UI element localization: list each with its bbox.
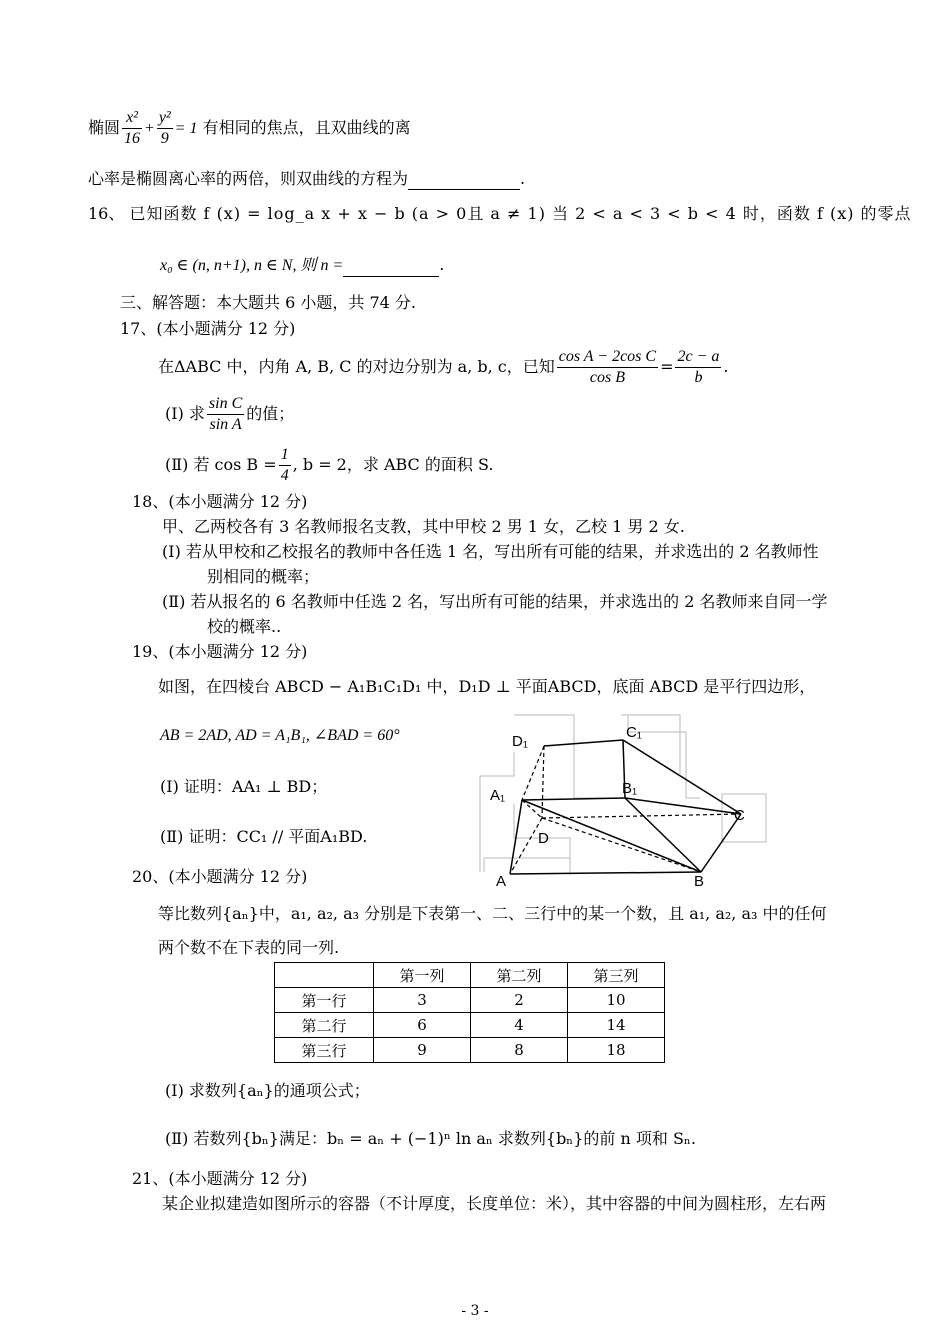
table-cell: 2 (471, 988, 568, 1013)
label-C1: C₁ (626, 724, 642, 741)
p17-stem-text: 在ΔABC 中，内角 A, B, C 的对边分别为 a, b, c，已知 (158, 357, 555, 376)
p15-text-b: 有相同的焦点，且双曲线的离 (202, 118, 411, 137)
table-cell: 8 (471, 1038, 568, 1063)
p15-line1: 椭圆 $\frac{\text{x²}}{16}$ + $\frac{\text{y²}}{9}$ = 1 有相同的焦点，且双曲线的离 (88, 109, 411, 147)
edge-D1C1 (544, 740, 623, 746)
p15-eq: = 1 (174, 120, 198, 137)
label-B: B (694, 873, 705, 887)
p18-stem: 甲、乙两校各有 3 名教师报名支教，其中甲校 2 男 1 女，乙校 1 男 2 女. (162, 517, 685, 536)
p16-stem: 已知函数 f (x) = log_a x + x − b (a > 0且 a ≠ 1) 当 2 < a < 3 < b < 4 时，函数 f (x) 的零点 (129, 204, 912, 223)
p17-q1-text: (Ⅰ) 求 (165, 404, 205, 423)
table-cell: 9 (374, 1038, 471, 1063)
label-A: A (496, 873, 507, 887)
frustum-edges (510, 740, 741, 874)
p15-period: . (520, 169, 526, 188)
p15-text-c: 心率是椭圆离心率的两倍，则双曲线的方程为 (88, 169, 409, 188)
table-header-row (275, 963, 665, 988)
table-header-cell: 第一列 (374, 963, 471, 988)
label-D1: D₁ (512, 733, 528, 750)
p17-q2-text: (Ⅱ) 若 cos B = (165, 455, 277, 474)
p16-answer-blank (343, 258, 439, 277)
p15-frac-x: $\frac{\text{x²}}{16}$ (124, 109, 141, 147)
edge-A1B (522, 800, 701, 872)
p20-q2: (Ⅱ) 若数列{bₙ}满足：bₙ = aₙ + (−1)ⁿ ln aₙ 求数列{bₙ}的前 n 项和 Sₙ. (165, 1129, 696, 1148)
section-heading: 三、解答题：本大题共 6 小题，共 74 分. (120, 293, 416, 312)
p17-period: . (723, 357, 729, 376)
edge-DB (542, 818, 701, 872)
p17-eq: = (660, 357, 674, 376)
label-D: D (538, 830, 549, 847)
p16-number: 16、 (88, 204, 125, 223)
frustum-figure (478, 712, 770, 887)
p20-q1: (Ⅰ) 求数列{aₙ}的通项公式； (165, 1081, 370, 1100)
table-cell: 6 (374, 1013, 471, 1038)
p21-stem: 某企业拟建造如图所示的容器（不计厚度，长度单位：米），其中容器的中间为圆柱形，左右两 (162, 1194, 827, 1213)
p17-q1-frac: $\frac{\text{sin C}}{\text{sin A}}$ (208, 395, 243, 433)
table-cell: 第一行 (275, 988, 374, 1013)
p20-heading: 20、(本小题满分 12 分) (132, 867, 308, 886)
p16-line2 (160, 254, 444, 277)
p19-q2: (Ⅱ) 证明：CC₁ // 平面A₁BD. (160, 827, 368, 846)
edge-D1A1 (522, 746, 544, 800)
edge-B1B (625, 798, 701, 872)
p18-q1-line2: 别相同的概率； (207, 567, 320, 586)
table-header-cell: 第二列 (471, 963, 568, 988)
table-cell: 第三行 (275, 1038, 374, 1063)
p17-stem (158, 343, 728, 391)
p20-stem-line1: 等比数列{aₙ}中，a₁, a₂, a₃ 分别是下表第一、二、三行中的某一个数，且 a₁, a₂, a₃ 中的任何 (158, 904, 827, 923)
table-row (275, 988, 665, 1013)
table-header-cell (275, 963, 374, 988)
table-cell: 4 (471, 1013, 568, 1038)
p17-q1-end: 的值； (246, 404, 295, 423)
table-cell: 10 (568, 988, 665, 1013)
p16-condition: x₀ ∈ (n, n+1), n ∈ N, 则 n = (160, 257, 344, 274)
page-number: - 3 - (461, 1303, 489, 1319)
table-row (275, 1038, 665, 1063)
label-B1: B₁ (622, 780, 638, 797)
table-cell: 第二行 (275, 1013, 374, 1038)
p19-heading: 19、(本小题满分 12 分) (132, 642, 308, 661)
p17-q2-end: , b = 2，求 ABC 的面积 S. (292, 455, 494, 474)
edge-B1C (625, 798, 741, 814)
p17-q2-frac: $\frac{1}{4}$ (280, 446, 289, 484)
p18-q1-line1: (Ⅰ) 若从甲校和乙校报名的教师中各任选 1 名，写出所有可能的结果，并求选出的 2 名教师性 (162, 542, 819, 561)
p15-line2 (88, 168, 525, 190)
edge-AB (510, 872, 701, 874)
label-A1: A₁ (490, 787, 506, 804)
edge-A1B1 (522, 798, 625, 800)
p18-q2-line1: (Ⅱ) 若从报名的 6 名教师中任选 2 名，写出所有可能的结果，并求选出的 2 名教师来自同一学 (162, 592, 828, 611)
table-row (275, 1013, 665, 1038)
p15-frac-y: $\frac{\text{y²}}{9}$ (158, 109, 171, 147)
table-cell: 18 (568, 1038, 665, 1063)
p20-table (274, 962, 665, 1063)
p20-stem-line2: 两个数不在下表的同一列. (158, 938, 340, 957)
p16-line1 (88, 203, 912, 225)
p17-q2 (165, 442, 493, 488)
p19-stem: 如图，在四棱台 ABCD − A₁B₁C₁D₁ 中，D₁D ⊥ 平面ABCD，底面 ABCD 是平行四边形， (158, 677, 816, 696)
p17-heading: 17、(本小题满分 12 分) (120, 319, 296, 338)
edge-A1D (522, 800, 542, 818)
p15-answer-blank (408, 171, 520, 190)
p19-condition: AB = 2AD, AD = A₁B₁, ∠BAD = 60° (160, 727, 400, 744)
p18-q2-line2: 校的概率.. (207, 617, 282, 636)
p17-q1 (165, 391, 294, 437)
table-cell: 14 (568, 1013, 665, 1038)
label-C: C (734, 807, 745, 824)
edge-C1C (623, 740, 741, 814)
table-header-cell: 第三列 (568, 963, 665, 988)
p21-heading: 21、(本小题满分 12 分) (132, 1169, 308, 1188)
p16-period: . (439, 255, 445, 274)
p18-heading: 18、(本小题满分 12 分) (132, 492, 308, 511)
table-cell: 3 (374, 988, 471, 1013)
p15-text-a: 椭圆 (88, 118, 121, 137)
p19-q1: (Ⅰ) 证明：AA₁ ⊥ BD； (160, 777, 328, 796)
hidden-edges (510, 746, 741, 874)
p17-frac-left: $\frac{\text{cos A − 2cos C}}{\text{cos B}}$ (558, 348, 657, 386)
edge-D1D (542, 746, 544, 818)
p17-frac-right: $\frac{2c - a}{b}$ (677, 348, 720, 386)
